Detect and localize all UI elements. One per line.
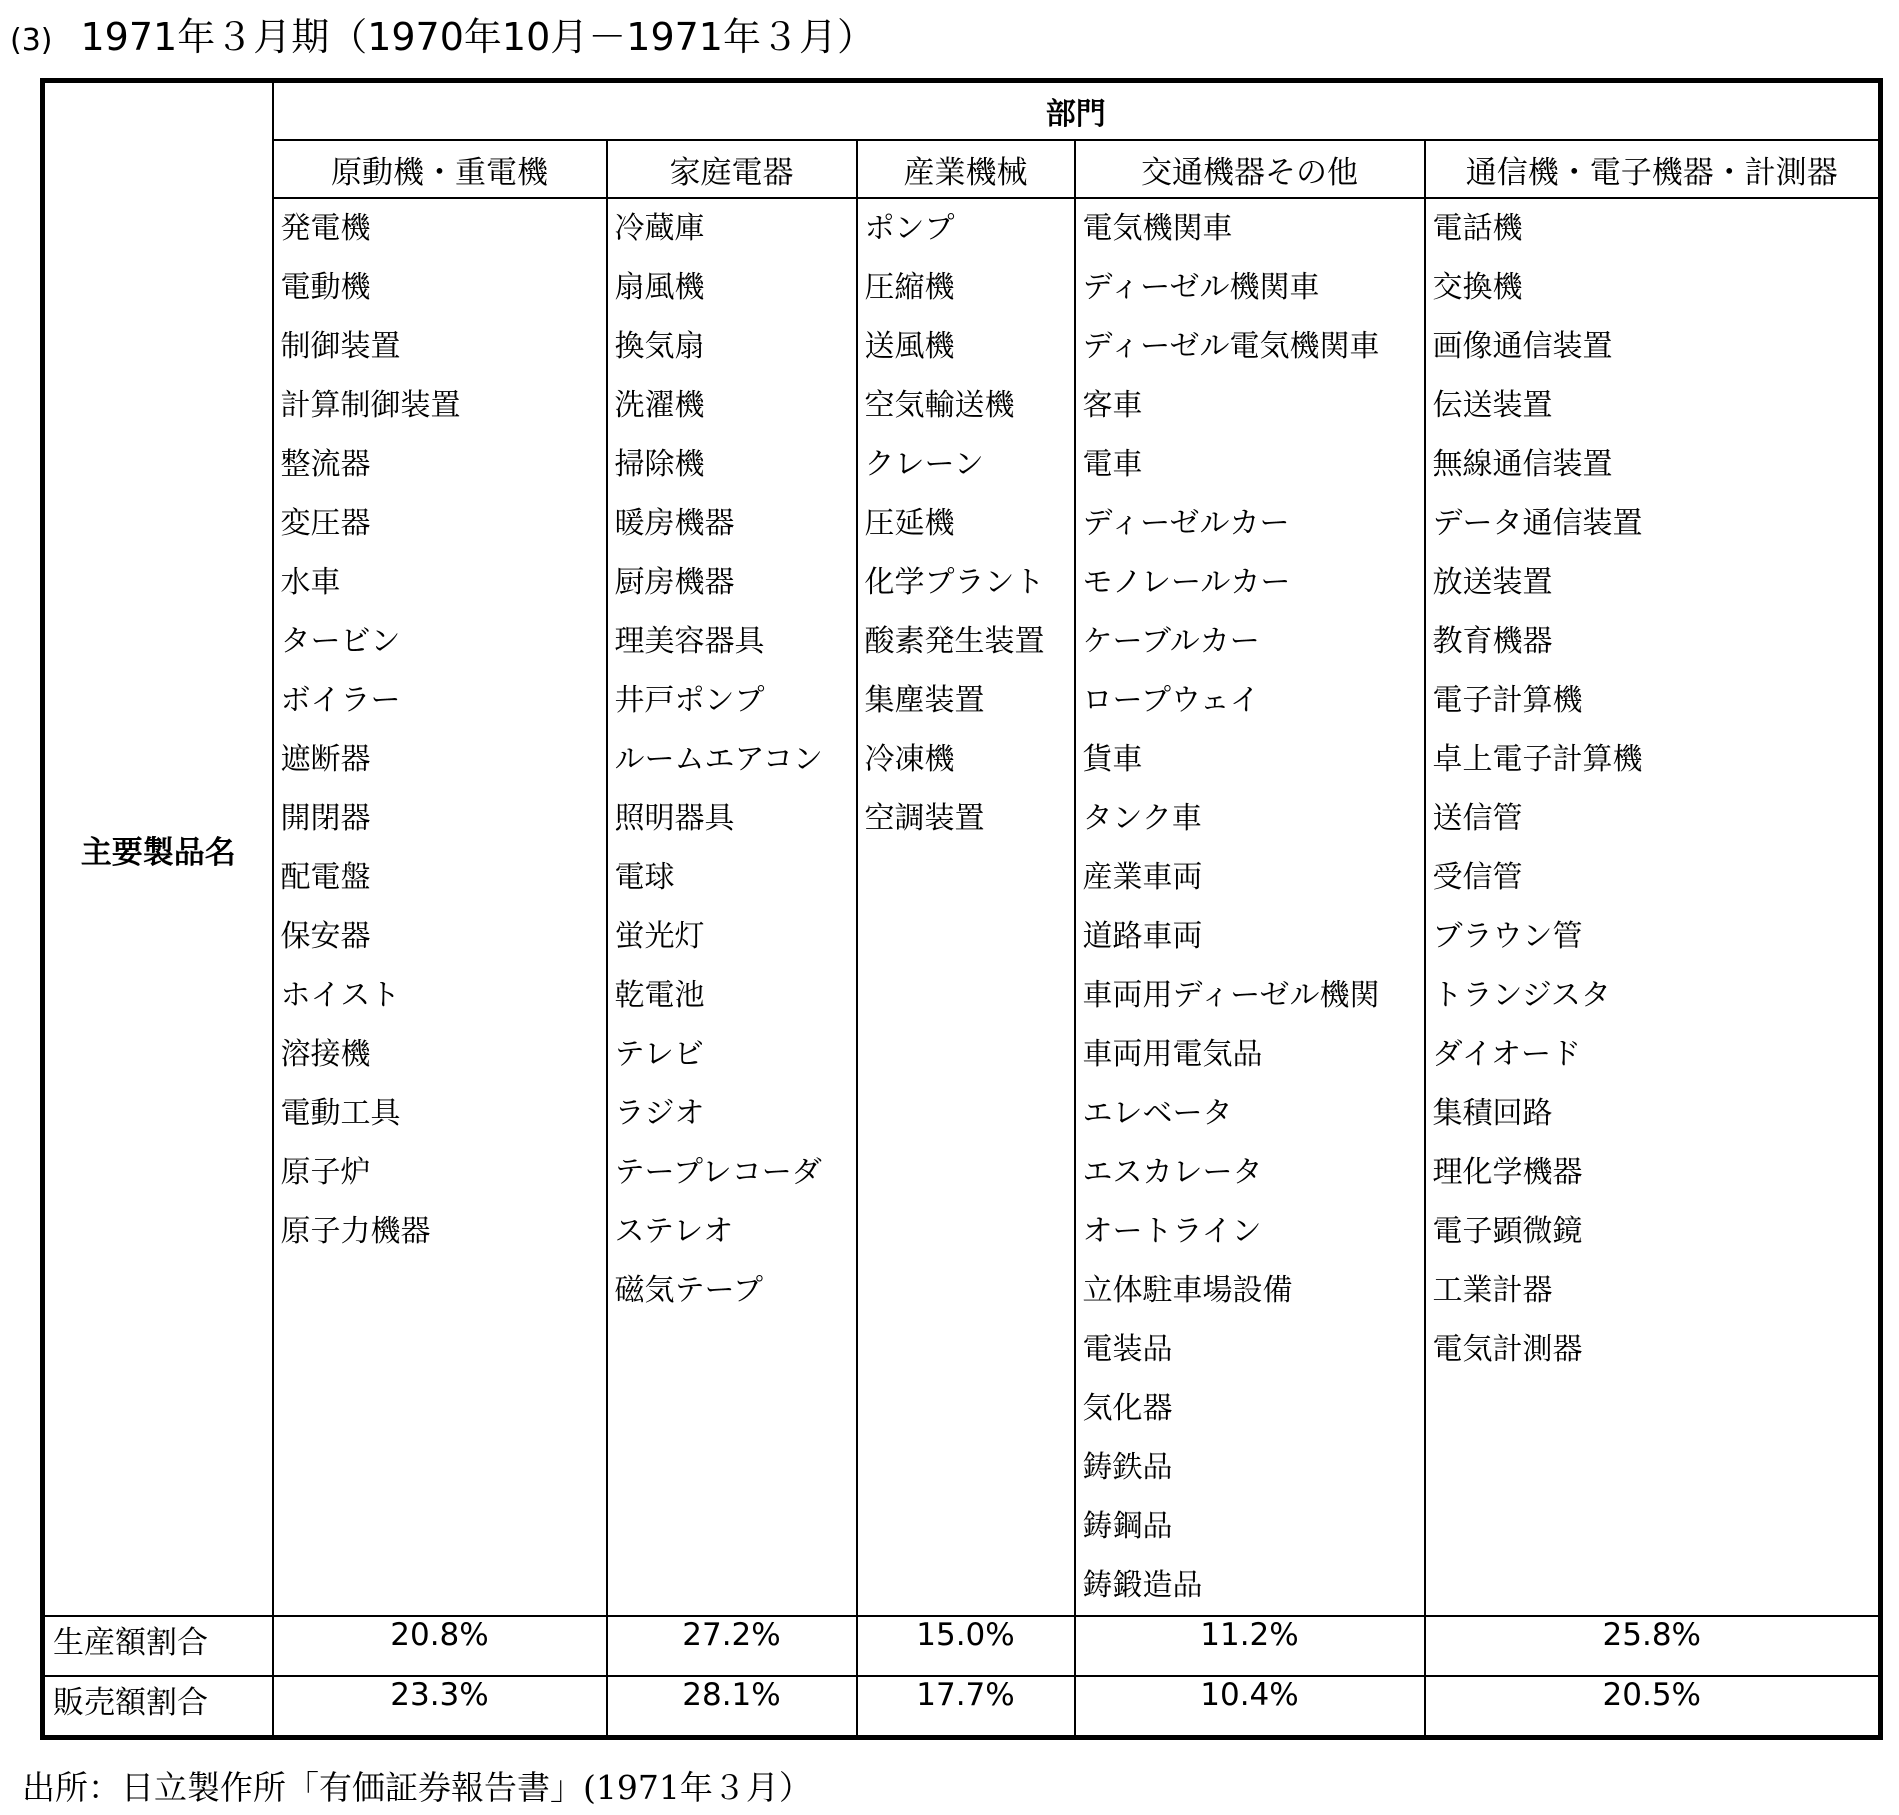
product-item: 送信管 <box>1432 801 1523 836</box>
product-item: 暖房機器 <box>614 506 735 541</box>
product-item: 計算制御装置 <box>280 388 461 423</box>
product-item: 理化学機器 <box>1432 1155 1583 1190</box>
product-item: 遮断器 <box>280 742 371 777</box>
column-header: 原動機・重電機 <box>273 140 607 198</box>
product-item: 卓上電子計算機 <box>1432 742 1643 777</box>
product-item: ダイオード <box>1432 1037 1581 1072</box>
column-header: 交通機器その他 <box>1075 140 1425 198</box>
product-item: 原子力機器 <box>280 1214 431 1249</box>
product-item: 空気輸送機 <box>864 388 1015 423</box>
product-item: 溶接機 <box>280 1037 371 1072</box>
items-cell <box>607 198 857 1616</box>
product-item: 理美容器具 <box>614 624 765 659</box>
product-item: 整流器 <box>280 447 371 482</box>
product-item: エスカレータ <box>1082 1155 1263 1190</box>
product-item: ポンプ <box>864 211 955 246</box>
production-value: 27.2% <box>607 1616 857 1676</box>
production-row <box>43 1616 1881 1676</box>
product-item: 電子顕微鏡 <box>1432 1214 1583 1249</box>
product-item: エレベータ <box>1082 1096 1233 1131</box>
column-header: 産業機械 <box>857 140 1075 198</box>
page-title <box>10 6 875 59</box>
product-item: 鋳鋼品 <box>1082 1509 1173 1544</box>
product-item: 車両用電気品 <box>1082 1037 1263 1072</box>
product-item: 画像通信装置 <box>1432 329 1613 364</box>
product-item: 換気扇 <box>614 329 705 364</box>
product-item: 集積回路 <box>1432 1096 1553 1131</box>
product-item: 電気計測器 <box>1432 1332 1583 1367</box>
items-cell <box>857 198 1075 1616</box>
product-item: 厨房機器 <box>614 565 735 600</box>
items-cell <box>1075 198 1425 1616</box>
product-item: ホイスト <box>280 978 401 1013</box>
product-item: オートライン <box>1082 1214 1262 1249</box>
product-item: 電子計算機 <box>1432 683 1583 718</box>
sales-value: 17.7% <box>857 1676 1075 1738</box>
product-item: 電動機 <box>280 270 371 305</box>
sales-value: 28.1% <box>607 1676 857 1738</box>
production-value: 20.8% <box>273 1616 607 1676</box>
product-item: ディーゼル機関車 <box>1082 270 1320 305</box>
product-item: 酸素発生装置 <box>864 624 1045 659</box>
row-label-products: 主要製品名 <box>43 81 273 1617</box>
section-title: 1971年３月期（1970年10月－1971年３月） <box>80 15 875 59</box>
product-item: 教育機器 <box>1432 624 1553 659</box>
product-item: 電球 <box>614 860 675 895</box>
product-item: 伝送装置 <box>1432 388 1553 423</box>
section-number: (3) <box>10 23 53 58</box>
product-item: データ通信装置 <box>1432 506 1643 541</box>
column-header: 通信機・電子機器・計測器 <box>1425 140 1881 198</box>
production-value: 25.8% <box>1425 1616 1881 1676</box>
product-item: タービン <box>280 624 401 659</box>
product-item: 鋳鍛造品 <box>1082 1568 1203 1603</box>
sales-label: 販売額割合 <box>43 1676 273 1738</box>
product-item: 保安器 <box>280 919 371 954</box>
product-item: ボイラー <box>280 683 401 718</box>
product-item: ディーゼルカー <box>1082 506 1290 541</box>
product-item: 空調装置 <box>864 801 985 836</box>
production-label: 生産額割合 <box>43 1616 273 1676</box>
product-item: 道路車両 <box>1082 919 1203 954</box>
product-item: 制御装置 <box>280 329 401 364</box>
sales-value: 23.3% <box>273 1676 607 1738</box>
product-item: ルームエアコン <box>614 742 823 777</box>
product-item: ラジオ <box>614 1096 705 1131</box>
sales-value: 20.5% <box>1425 1676 1881 1738</box>
items-cell <box>273 198 607 1616</box>
product-item: 圧縮機 <box>864 270 955 305</box>
product-item: 開閉器 <box>280 801 371 836</box>
dept-header: 部門 <box>273 81 1881 141</box>
product-item: 鋳鉄品 <box>1082 1450 1173 1485</box>
product-item: 電気機関車 <box>1082 211 1233 246</box>
product-item: 乾電池 <box>614 978 705 1013</box>
production-value: 15.0% <box>857 1616 1075 1676</box>
product-item: トランジスタ <box>1432 978 1611 1013</box>
source-note: 出所：日立製作所「有価証券報告書」(1971年３月） <box>22 1768 812 1807</box>
product-item: タンク車 <box>1082 801 1202 836</box>
product-item: 交換機 <box>1432 270 1523 305</box>
product-item: 客車 <box>1082 388 1143 423</box>
product-item: 発電機 <box>280 211 371 246</box>
product-item: ディーゼル電気機関車 <box>1082 329 1380 364</box>
product-item: 無線通信装置 <box>1432 447 1613 482</box>
product-item: 冷蔵庫 <box>614 211 705 246</box>
product-item: 電動工具 <box>280 1096 401 1131</box>
production-value: 11.2% <box>1075 1616 1425 1676</box>
product-item: 原子炉 <box>280 1155 371 1190</box>
product-item: 受信管 <box>1432 860 1523 895</box>
product-item: テープレコーダ <box>614 1155 822 1190</box>
product-item: クレーン <box>864 447 984 482</box>
product-item: 変圧器 <box>280 506 371 541</box>
product-item: 車両用ディーゼル機関 <box>1082 978 1380 1013</box>
sales-value: 10.4% <box>1075 1676 1425 1738</box>
product-item: 化学プラント <box>864 565 1045 600</box>
product-item: 磁気テープ <box>614 1273 763 1308</box>
product-item: 放送装置 <box>1432 565 1553 600</box>
product-item: 配電盤 <box>280 860 371 895</box>
product-item: 貨車 <box>1082 742 1143 777</box>
product-item: ブラウン管 <box>1432 919 1583 954</box>
product-item: 電車 <box>1082 447 1143 482</box>
product-item: 水車 <box>280 565 341 600</box>
product-item: 送風機 <box>864 329 955 364</box>
product-item: テレビ <box>614 1037 704 1072</box>
product-item: 集塵装置 <box>864 683 985 718</box>
product-item: 電話機 <box>1432 211 1523 246</box>
products-table <box>40 78 1883 1740</box>
product-item: 井戸ポンプ <box>614 683 765 718</box>
product-item: 圧延機 <box>864 506 955 541</box>
product-item: 掃除機 <box>614 447 705 482</box>
product-item: 冷凍機 <box>864 742 955 777</box>
product-item: 蛍光灯 <box>614 919 705 954</box>
product-item: 工業計器 <box>1432 1273 1553 1308</box>
product-item: 電装品 <box>1082 1332 1173 1367</box>
items-cell <box>1425 198 1881 1616</box>
product-item: 洗濯機 <box>614 388 705 423</box>
product-item: 気化器 <box>1082 1391 1173 1426</box>
sales-row <box>43 1676 1881 1738</box>
product-item: モノレールカー <box>1082 565 1291 600</box>
product-item: ロープウェイ <box>1082 683 1260 718</box>
product-item: 立体駐車場設備 <box>1082 1273 1293 1308</box>
product-item: 照明器具 <box>614 801 735 836</box>
product-item: ステレオ <box>614 1214 734 1249</box>
product-item: 産業車両 <box>1082 860 1203 895</box>
product-item: 扇風機 <box>614 270 705 305</box>
column-header: 家庭電器 <box>607 140 857 198</box>
product-item: ケーブルカー <box>1082 624 1260 659</box>
